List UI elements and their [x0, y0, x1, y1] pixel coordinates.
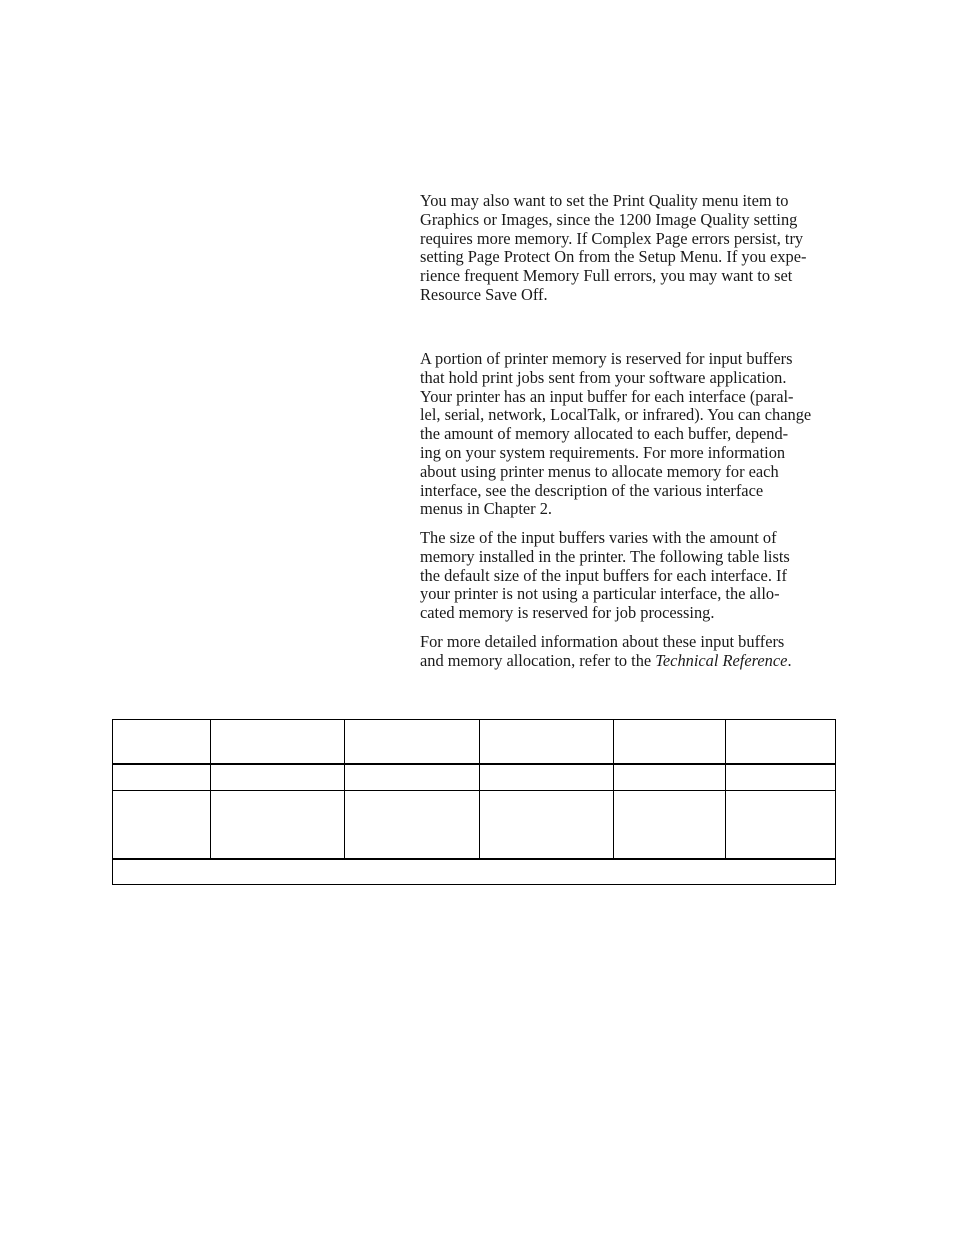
- body-paragraph-print-quality: You may also want to set the Print Quality menu item to Graphics or Images, since the 1200 Image Quality setting requires more memory. If Complex Page errors persist, try setting Page Protect On from the Setup Menu. If you expe- rience frequent Memory Full errors, you may want to set Resource Save Off.: [420, 191, 807, 304]
- table-row: [113, 765, 835, 790]
- table-header-row: [113, 720, 835, 763]
- reference-period: .: [787, 650, 792, 670]
- body-paragraph-reference: [420, 633, 845, 671]
- table-row: [113, 791, 835, 858]
- reference-lead-text: For more detailed information about these input buffers and memory allocation, refer to the: [420, 632, 785, 670]
- technical-reference-title: Technical Reference: [655, 650, 788, 670]
- body-paragraph-input-buffers: A portion of printer memory is reserved for input buffers that hold print jobs sent from your software application. Your printer has an input buffer for each interface (paral- lel, serial, network, LocalTalk, or infrared). You can change the amount of memory allocated to each buffer, depend- ing on your system requirements. For more information about using printer menus to allocate memory for each interface, see the description of the various interface menus in Chapter 2.: [420, 349, 812, 519]
- table-footer-row: [113, 860, 835, 884]
- input-buffer-table: [112, 719, 836, 885]
- body-paragraph-buffer-size: The size of the input buffers varies with the amount of memory installed in the printer. The following table lists the default size of the input buffers for each interface. If your printer is not using a particular interface, the allo- cated memory is reserved for job processing.: [420, 528, 790, 623]
